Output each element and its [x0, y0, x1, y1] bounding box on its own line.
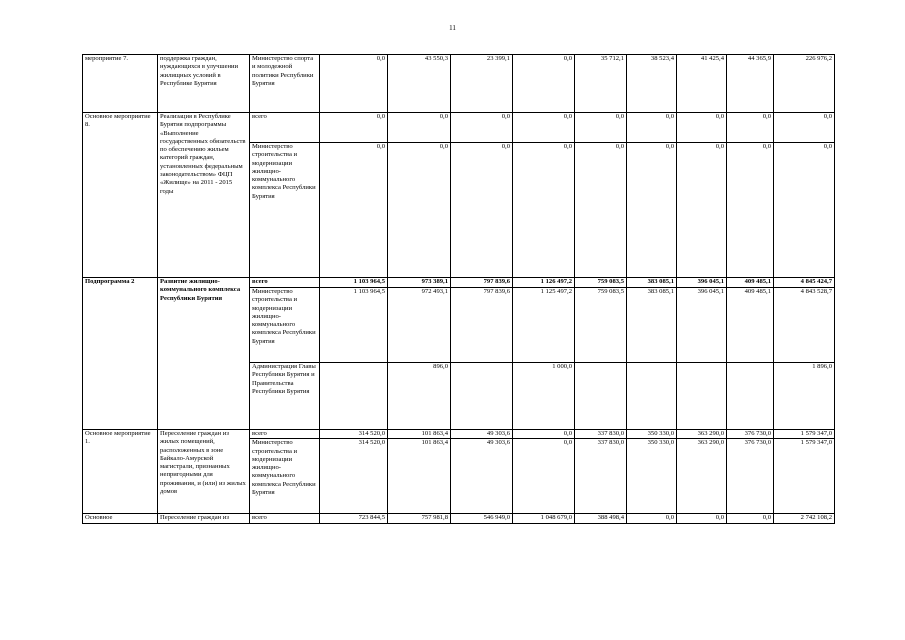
value-cell: 0,0: [627, 113, 677, 143]
value-cell: 0,0: [451, 143, 513, 278]
value-cell: 383 085,1: [627, 288, 677, 363]
value-cell: 101 863,4: [388, 430, 451, 439]
measure-name: мероприятие 7.: [83, 55, 158, 113]
table-row: [83, 55, 835, 113]
value-cell: 363 290,0: [677, 430, 727, 439]
page-number: 11: [449, 24, 456, 32]
value-cell: 49 303,6: [451, 439, 513, 514]
value-cell: 350 330,0: [627, 430, 677, 439]
value-cell: 0,0: [727, 143, 774, 278]
value-cell: 388 498,4: [575, 514, 627, 523]
value-cell: 396 045,1: [677, 278, 727, 288]
value-cell: 4 845 424,7: [774, 278, 835, 288]
value-cell: 759 083,5: [575, 278, 627, 288]
measure-name: Основное мероприятие 8.: [83, 113, 158, 278]
value-cell: 0,0: [774, 113, 835, 143]
value-cell: 314 520,0: [320, 430, 388, 439]
responsible-org: всего: [250, 113, 320, 143]
value-cell: 314 520,0: [320, 439, 388, 514]
value-cell: [627, 363, 677, 430]
value-cell: 0,0: [513, 113, 575, 143]
value-cell: 2 742 108,2: [774, 514, 835, 523]
value-cell: 1 103 964,5: [320, 288, 388, 363]
value-cell: 0,0: [320, 55, 388, 113]
value-cell: 0,0: [513, 430, 575, 439]
responsible-org: Министерство спорта и молодежной политики Республики Бурятия: [250, 55, 320, 113]
value-cell: 23 399,1: [451, 55, 513, 113]
measure-description: Реализация в Республике Бурятия подпрограммы «Выполнение государственных обязательств по обеспечению жильем категорий граждан, установленных федеральным законодательством» ФЦП «Жилище» на 2011 - 2015 годы: [158, 113, 250, 278]
responsible-org: Администрация Главы Республики Бурятия и Правительства Республики Бурятия: [250, 363, 320, 430]
value-cell: 1 896,0: [774, 363, 835, 430]
value-cell: 0,0: [627, 143, 677, 278]
measure-name: Основное мероприятие 1.: [83, 430, 158, 514]
value-cell: 0,0: [677, 143, 727, 278]
value-cell: 759 083,5: [575, 288, 627, 363]
value-cell: [320, 363, 388, 430]
value-cell: 0,0: [513, 439, 575, 514]
table-row: [83, 278, 835, 288]
value-cell: [727, 363, 774, 430]
value-cell: 376 730,0: [727, 439, 774, 514]
value-cell: 546 949,0: [451, 514, 513, 523]
value-cell: 376 730,0: [727, 430, 774, 439]
value-cell: 797 839,6: [451, 278, 513, 288]
measure-description: поддержка граждан, нуждающихся в улучшении жилищных условий в Республике Бурятия: [158, 55, 250, 113]
value-cell: 350 330,0: [627, 439, 677, 514]
value-cell: 972 493,1: [388, 288, 451, 363]
responsible-org: всего: [250, 514, 320, 523]
value-cell: [575, 363, 627, 430]
table-row: [83, 113, 835, 143]
value-cell: 1 126 497,2: [513, 278, 575, 288]
value-cell: 0,0: [575, 113, 627, 143]
value-cell: 797 839,6: [451, 288, 513, 363]
value-cell: 0,0: [774, 143, 835, 278]
value-cell: 0,0: [727, 514, 774, 523]
value-cell: 4 843 528,7: [774, 288, 835, 363]
value-cell: 1 103 964,5: [320, 278, 388, 288]
value-cell: 41 425,4: [677, 55, 727, 113]
value-cell: 0,0: [388, 113, 451, 143]
value-cell: 49 303,6: [451, 430, 513, 439]
value-cell: [677, 363, 727, 430]
responsible-org: всего: [250, 430, 320, 439]
value-cell: 896,0: [388, 363, 451, 430]
value-cell: 1 048 679,0: [513, 514, 575, 523]
value-cell: [451, 363, 513, 430]
value-cell: 383 085,1: [627, 278, 677, 288]
value-cell: 337 830,0: [575, 439, 627, 514]
value-cell: 396 045,1: [677, 288, 727, 363]
value-cell: 44 365,9: [727, 55, 774, 113]
value-cell: 363 290,0: [677, 439, 727, 514]
value-cell: 1 579 347,0: [774, 439, 835, 514]
value-cell: 409 485,1: [727, 288, 774, 363]
value-cell: 1 000,0: [513, 363, 575, 430]
value-cell: 723 844,5: [320, 514, 388, 523]
value-cell: 409 485,1: [727, 278, 774, 288]
value-cell: 0,0: [677, 514, 727, 523]
value-cell: 973 389,1: [388, 278, 451, 288]
value-cell: 0,0: [388, 143, 451, 278]
value-cell: 0,0: [627, 514, 677, 523]
value-cell: 0,0: [513, 55, 575, 113]
value-cell: 0,0: [320, 143, 388, 278]
value-cell: 0,0: [320, 113, 388, 143]
measure-description: Переселение граждан из жилых помещений, расположенных в зоне Байкало-Амурской магистрали, признанных непригодными для проживания, и (или) из жилых домов: [158, 430, 250, 514]
value-cell: 0,0: [513, 143, 575, 278]
measure-name: Подпрограмма 2: [83, 278, 158, 430]
measure-description: Развитие жилищно-коммунального комплекса Республики Бурятия: [158, 278, 250, 430]
responsible-org: всего: [250, 278, 320, 288]
measure-description: Переселение граждан из: [158, 514, 250, 523]
value-cell: 0,0: [677, 113, 727, 143]
value-cell: 101 863,4: [388, 439, 451, 514]
value-cell: 0,0: [575, 143, 627, 278]
value-cell: 1 579 347,0: [774, 430, 835, 439]
budget-table: [82, 54, 835, 524]
value-cell: 757 981,8: [388, 514, 451, 523]
responsible-org: Министерство строительства и модернизации жилищно-коммунального комплекса Республики Бурятия: [250, 288, 320, 363]
table-row: [83, 430, 835, 439]
responsible-org: Министерство строительства и модернизации жилищно-коммунального комплекса Республики Бурятия: [250, 143, 320, 278]
value-cell: 35 712,1: [575, 55, 627, 113]
value-cell: 0,0: [727, 113, 774, 143]
value-cell: 38 523,4: [627, 55, 677, 113]
measure-name: Основное: [83, 514, 158, 523]
responsible-org: Министерство строительства и модернизации жилищно-коммунального комплекса Республики Бурятия: [250, 439, 320, 514]
value-cell: 226 976,2: [774, 55, 835, 113]
value-cell: 1 125 497,2: [513, 288, 575, 363]
table-row: [83, 514, 835, 523]
value-cell: 0,0: [451, 113, 513, 143]
value-cell: 337 830,0: [575, 430, 627, 439]
value-cell: 43 550,3: [388, 55, 451, 113]
